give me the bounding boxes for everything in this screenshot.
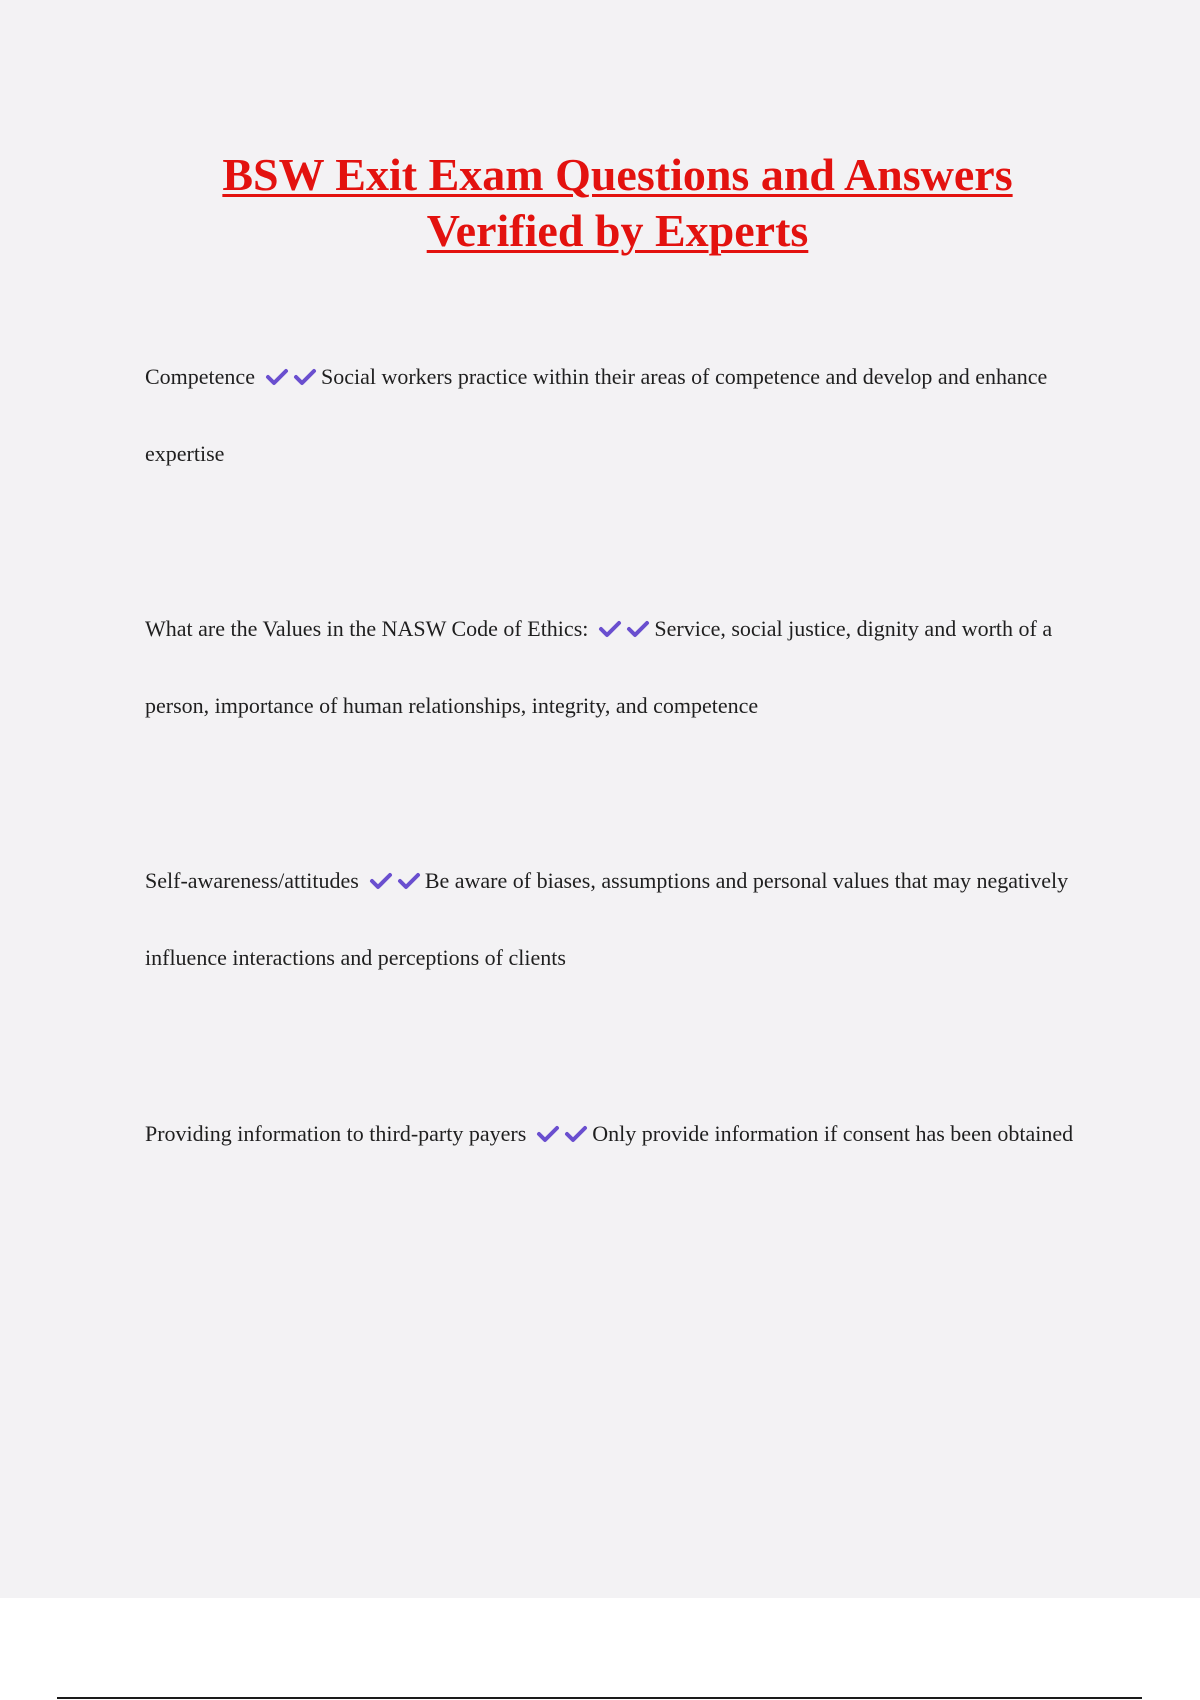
check-icon: [265, 367, 289, 387]
qa-item: [145, 842, 1085, 996]
qa-term: What are the Values in the NASW Code of Ethics:: [145, 616, 589, 641]
check-icon: [293, 367, 317, 387]
check-icon: [598, 619, 622, 639]
qa-term: Providing information to third-party payers: [145, 1121, 527, 1146]
qa-term: Self-awareness/attitudes: [145, 868, 359, 893]
title-line-1: BSW Exit Exam Questions and Answers: [222, 149, 1013, 200]
qa-answer: Social workers practice within their areas of competence and develop and enhance expertise: [145, 364, 1048, 466]
qa-answer: Only provide information if consent has been obtained: [592, 1121, 1074, 1146]
check-icon: [369, 871, 393, 891]
check-icon: [626, 619, 650, 639]
page-divider: [57, 1697, 1142, 1699]
qa-answer: Be aware of biases, assumptions and personal values that may negatively influence interactions and perceptions of clients: [145, 868, 1069, 970]
title-line-2: Verified by Experts: [426, 205, 809, 256]
qa-item: [145, 590, 1085, 744]
qa-term: Competence: [145, 364, 255, 389]
check-icon: [536, 1124, 560, 1144]
qa-answer: Service, social justice, dignity and worth of a person, importance of human relationships, integrity, and competence: [145, 616, 1053, 718]
document-title: [0, 147, 1200, 259]
check-icon: [397, 871, 421, 891]
check-icon: [564, 1124, 588, 1144]
qa-item: [145, 338, 1085, 492]
qa-item: [145, 1095, 1085, 1172]
